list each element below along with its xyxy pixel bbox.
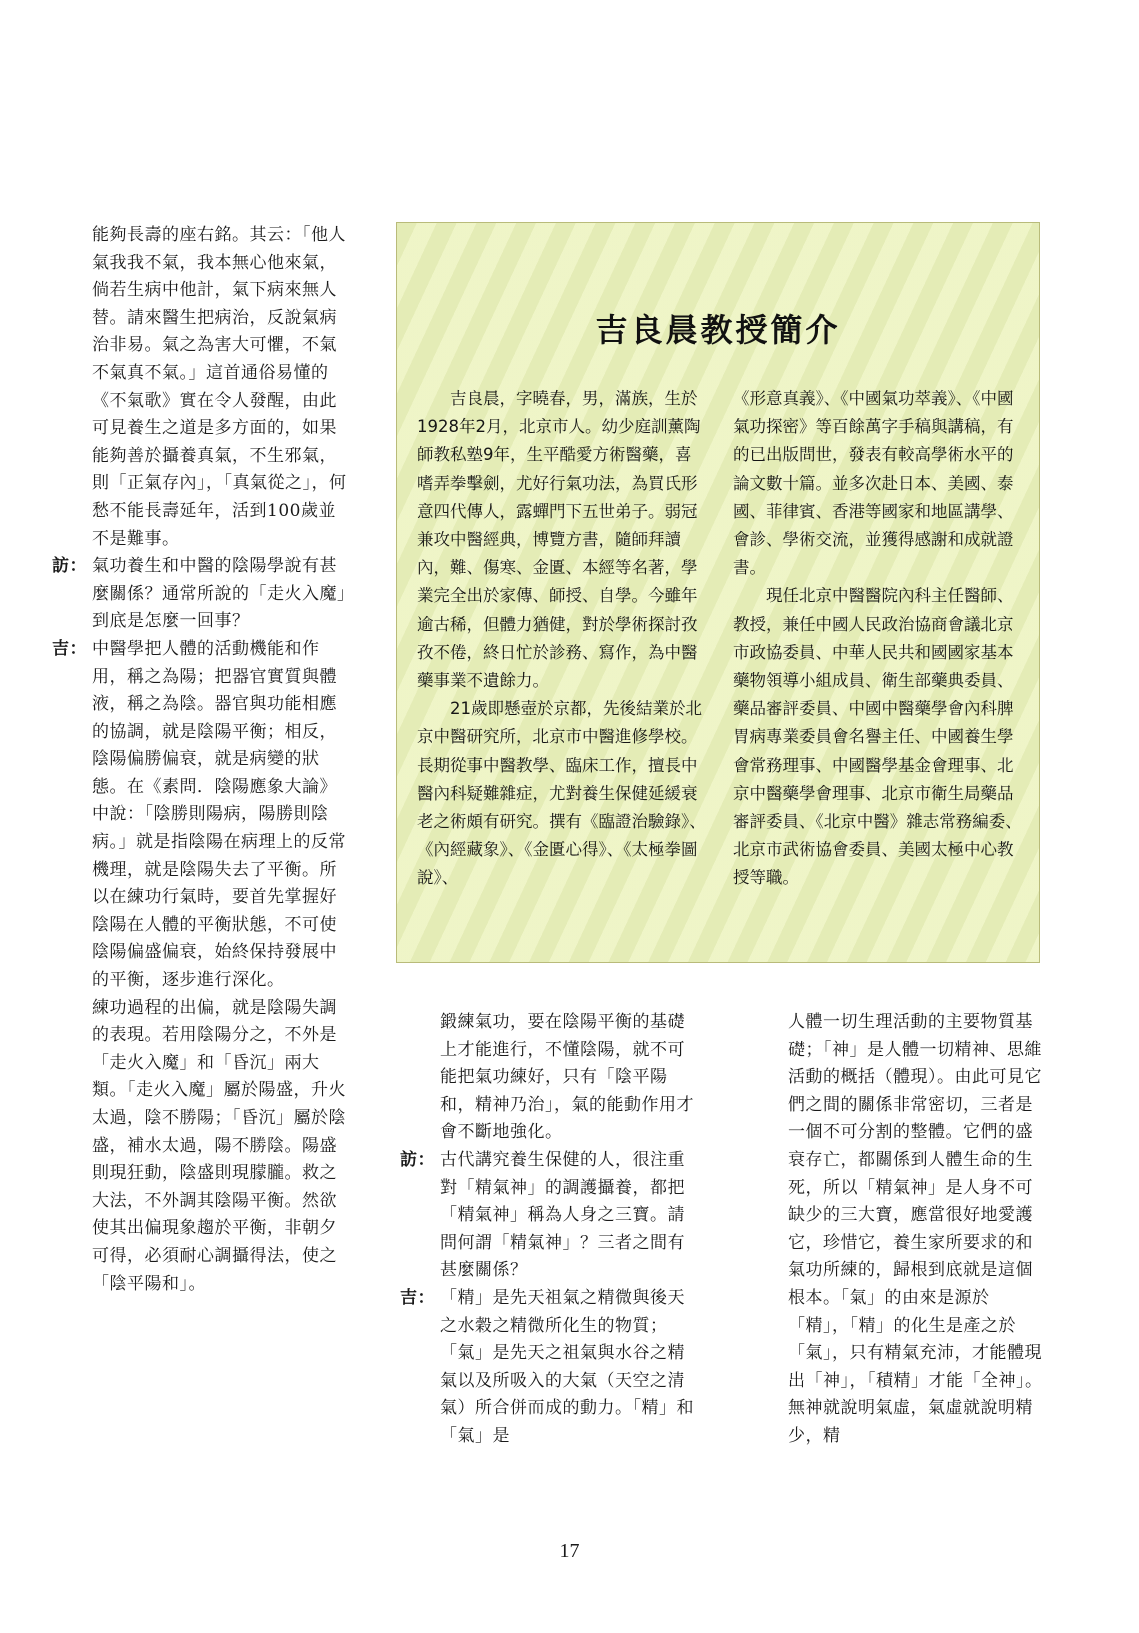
continued-answer-text: 鍛練氣功，要在陰陽平衡的基礎上才能進行，不懂陰陽，就不可能把氣功練好，只有「陰平陽和，精神乃治」，氣的能動作用才會不斷地強化。: [440, 1012, 694, 1143]
biography-paragraph: 現任北京中醫醫院內科主任醫師、教授，兼任中國人民政治協商會議北京市政協委員、中華人民共和國國家基本藥物領導小組成員、衛生部藥典委員、藥品審評委員、中國中醫藥學會內科脾胃病專業委員會名譽主任、中國養生學會常務理事、中國醫學基金會理事、北京中醫藥學會理事、北京市衛生局藥品審評委員、《北京中醫》雜志常務編委、北京市武術協會委員、美國太極中心教授等職。: [733, 586, 1022, 888]
biography-right-column: [733, 385, 1023, 893]
question-block: [400, 1147, 700, 1285]
biography-paragraph: 吉良晨，字曉春，男，滿族，生於1928年2月，北京市人。幼少庭訓薰陶師教私塾9年，生平酷愛方術醫藥，喜嗜弄拳擊劍，尤好行氣功法，為買氏形意四代傳人，露蟬門下五世弟子。弱冠兼攻中醫經典，博覽方書，隨師拜讀內，難、傷寒、金匱、本經等名著，學業完全出於家傳、師授、自學。今雖年逾古稀，但體力猶健，對於學術探討孜孜不倦，終日忙於診務、寫作，為中醫藥事業不遺餘力。: [417, 389, 701, 691]
question-text: 氣功養生和中醫的陰陽學說有甚麼關係？通常所說的「走火入魔」到底是怎麼一回事？: [92, 556, 346, 632]
interviewee-label: 吉：: [400, 1287, 435, 1308]
answer-text-continued: 練功過程的出偏，就是陰陽失調的表現。若用陰陽分之，不外是「走火入魔」和「昏沉」兩大類。「走火入魔」屬於陽盛，升火太過，陰不勝陽；「昏沉」屬於陰盛，補水太過，陽不勝陰。陽盛則現狂動，陰盛則現朦朧。救之大法，不外調其陰陽平衡。然欲使其出偏現象趨於平衡，非朝夕可得，必須耐心調攝得法，使之「陰平陽和」。: [92, 997, 346, 1294]
biography-paragraph: 《形意真義》、《中國氣功萃義》、《中國氣功探密》等百餘萬字手稿與講稿，有的已出版問世，發表有較高學術水平的論文數十篇。並多次赴日本、美國、泰國、菲律賓、香港等國家和地區講學、會診、學術交流，並獲得感謝和成就證書。: [733, 389, 1014, 578]
biography-left-column: [417, 385, 707, 893]
continued-answer-text: 人體一切生理活動的主要物質基礎；「神」是人體一切精神、思維活動的概括（體現）。由此可見它們之間的關係非常密切，三者是一個不可分割的整體。它們的盛衰存亡，都關係到人體生命的生死，所以「精氣神」是人身不可缺少的三大寶，應當很好地愛護它，珍惜它，養生家所要求的和氣功所練的，歸根到底就是這個根本。「氣」的由來是源於「精」，「精」的化生是產之於「氣」，只有精氣充沛，才能體現出「神」，「積精」才能「全神」。無神就說明氣虛，氣虛就說明精少，精: [788, 1012, 1043, 1446]
answer-block: [400, 1285, 700, 1451]
interviewer-label: 訪：: [52, 556, 87, 577]
right-text-column: [788, 1009, 1046, 1451]
answer-text: 中醫學把人體的活動機能和作用，稱之為陽；把器官實質與體液，稱之為陰。器官與功能相應的協調，就是陰陽平衡；相反，陰陽偏勝偏衰，就是病變的狀態。在《素問．陰陽應象大論》中說：「陰勝則陽病，陽勝則陰病。」就是指陰陽在病理上的反常機理，就是陰陽失去了平衡。所以在練功行氣時，要首先掌握好陰陽在人體的平衡狀態，不可使陰陽偏盛偏衰，始終保持發展中的平衡，逐步進行深化。: [92, 638, 346, 991]
answer-block: [52, 636, 352, 1298]
left-text-column: [52, 222, 352, 1298]
biography-box: [396, 222, 1040, 963]
answer-text: 「精」是先天祖氣之精微與後天之水穀之精微所化生的物質；「氣」是先天之祖氣與水谷之精氣以及所吸入的大氣（天空之清氣）所合併而成的動力。「精」和「氣」是: [440, 1287, 694, 1446]
biography-title: 吉良晨教授簡介: [595, 311, 841, 349]
interviewee-label: 吉：: [52, 638, 87, 659]
middle-text-column: [400, 1009, 700, 1451]
interviewer-label: 訪：: [400, 1149, 435, 1170]
question-text: 古代講究養生保健的人，很注重對「精氣神」的調護攝養，都把「精氣神」稱為人身之三寶。請問何謂「精氣神」？三者之間有甚麼關係？: [440, 1149, 685, 1281]
biography-paragraph: 21歲即懸壺於京都，先後結業於北京中醫研究所，北京市中醫進修學校。長期從事中醫教學、臨床工作，擅長中醫內科疑難雜症，尤對養生保健延緩衰老之術頗有研究。撰有《臨證治驗錄》、《內經藏象》、《金匱心得》、《太極拳圖說》、: [417, 699, 706, 888]
intro-paragraph: 能夠長壽的座右銘。其云：「他人氣我我不氣，我本無心他來氣，倘若生病中他計，氣下病來無人替。請來醫生把病治，反說氣病治非易。氣之為害大可懼，不氣不氣真不氣。」這首通俗易懂的《不氣歌》實在令人發醒，由此可見養生之道是多方面的，如果能夠善於攝養真氣，不生邪氣，則「正氣存內」，「真氣從之」，何愁不能長壽延年，活到100歲並不是難事。: [92, 225, 347, 549]
question-block: [52, 553, 352, 636]
page-number: 17: [559, 1540, 580, 1562]
